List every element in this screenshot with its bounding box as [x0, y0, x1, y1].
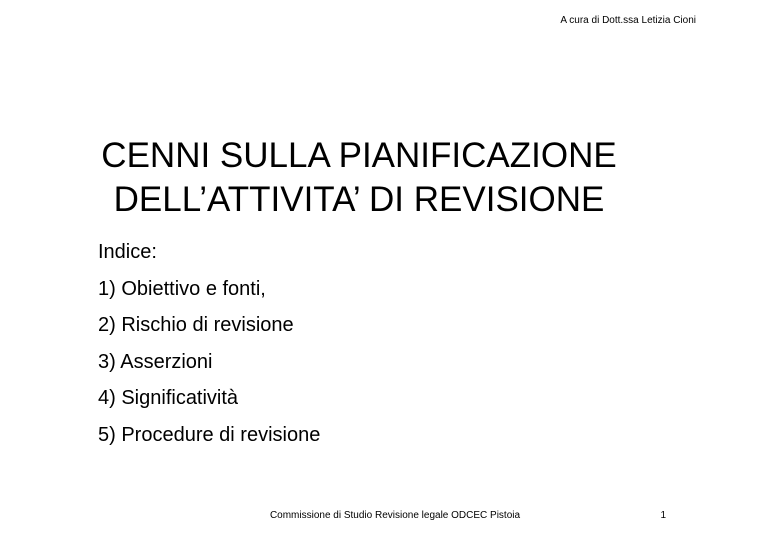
page-number: 1 — [660, 510, 666, 521]
slide-title-line-1: CENNI SULLA PIANIFICAZIONE — [101, 136, 617, 175]
toc-item-significativita: 4) Significatività — [98, 387, 239, 409]
footer-organization: Commissione di Studio Revisione legale ODCEC Pistoia — [269, 510, 521, 521]
toc-heading: Indice: — [98, 241, 157, 263]
table-of-contents — [98, 234, 320, 453]
slide-title-line-2: DELL’ATTIVITA’ DI REVISIONE — [113, 180, 605, 219]
slide-title — [0, 134, 718, 222]
toc-item-obiettivo: 1) Obiettivo e fonti, — [98, 277, 266, 300]
toc-item-asserzioni: 3) Asserzioni — [98, 350, 213, 373]
toc-item-rischio: 2) Rischio di revisione — [98, 314, 294, 336]
toc-item-procedure: 5) Procedure di revisione — [98, 423, 321, 446]
toc-list — [98, 271, 320, 454]
author-credit: A cura di Dott.ssa Letizia Cioni — [560, 15, 696, 26]
